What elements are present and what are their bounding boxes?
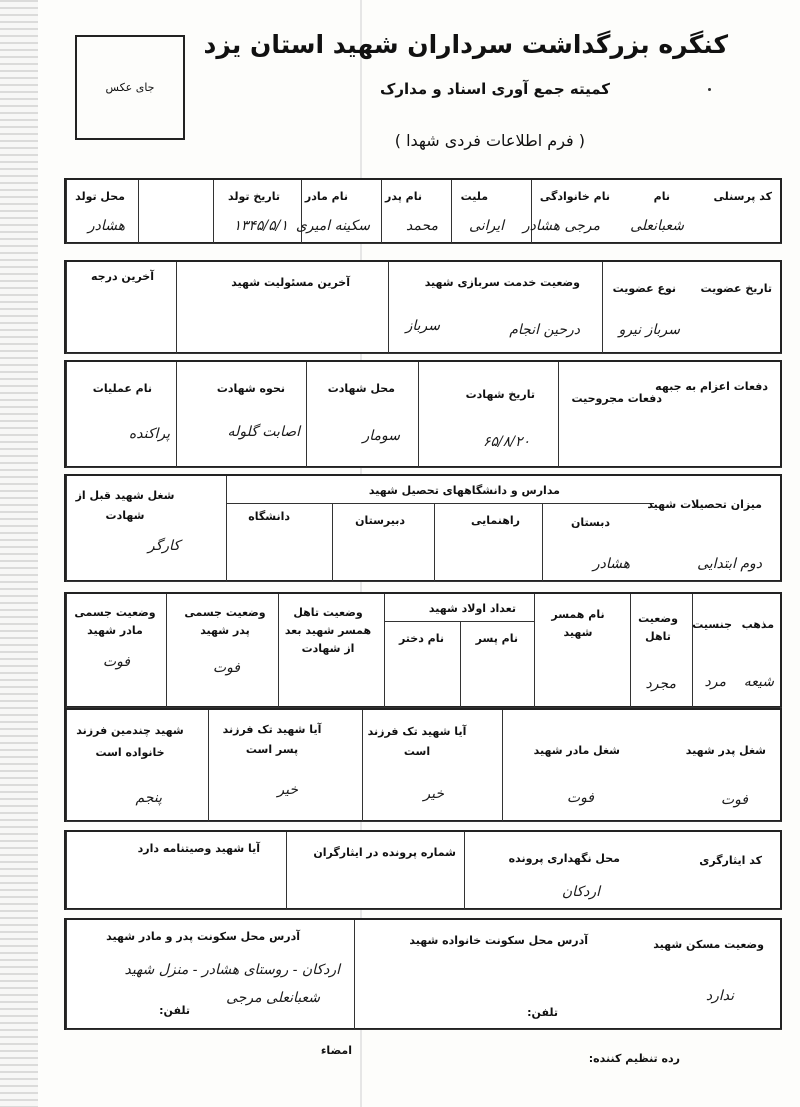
mother-health-label: وضعیت جسمی مادر شهید (74, 606, 156, 637)
housing-status-value: ندارد (705, 988, 734, 1004)
file-location-value: اردکان (561, 884, 600, 900)
membership-type-label: نوع عضویت (612, 282, 676, 295)
mother-job-label: شغل مادر شهید (533, 744, 620, 757)
mother-name-value: سکینه امیری (295, 218, 370, 234)
nationality-label: ملیت (460, 190, 488, 203)
birth-date-label: تاریخ تولد (228, 190, 280, 203)
only-son-label: آیا شهید تک فرزند پسر است (222, 723, 322, 756)
file-location-label: محل نگهداری پرونده (508, 852, 620, 865)
name-label: نام (653, 190, 670, 203)
personnel-code-label: کد پرسنلی (713, 190, 772, 203)
housing-status-label: وضعیت مسکن شهید (653, 938, 764, 951)
operation-name-value: پراکنده (128, 426, 170, 442)
binding-edge (0, 0, 38, 1107)
photo-box (75, 35, 185, 140)
nationality-value: ایرانی (469, 218, 504, 234)
birth-date-value: ۱۳۴۵/۵/۱ (233, 218, 288, 234)
father-job-label: شغل پدر شهید (685, 744, 766, 757)
mother-job-value: فوت (566, 790, 594, 806)
form-title: ( فرم اطلاعات فردی شهدا ) (394, 131, 585, 150)
committee-subtitle: کمیته جمع آوری اسناد و مدارک (380, 80, 610, 98)
education-level-label: میزان تحصیلات شهید (647, 498, 762, 511)
injuries-label: دفعات مجروحیت (571, 392, 662, 405)
high-school-label: دبیرستان (355, 514, 405, 527)
last-rank-label: آخرین درجه (91, 270, 154, 283)
family-name-value: مرجی هشادر (522, 218, 600, 234)
university-label: دانشگاه (248, 510, 290, 523)
martyrdom-place-label: محل شهادت (327, 382, 395, 395)
mother-name-label: نام مادر (304, 190, 348, 203)
last-responsibility-label: آخرین مسئولیت شهید (231, 276, 350, 289)
section-family-status (64, 592, 782, 708)
son-name-label: نام پسر (475, 632, 518, 645)
prior-job-value: کارگر (147, 538, 180, 554)
gender-value: مرد (704, 674, 726, 690)
last-responsibility-value: سرباز (405, 318, 440, 334)
martyrdom-date-label: تاریخ شهادت (465, 388, 535, 401)
primary-school-value: هشادر (592, 556, 630, 572)
name-value: شعبانعلی (630, 218, 684, 234)
father-health-label: وضعیت جسمی پدر شهید (184, 606, 266, 637)
primary-label: دبستان (571, 516, 610, 529)
family-address-label: آدرس محل سکونت خانواده شهید (409, 934, 588, 947)
parents-phone-label: تلفن: (159, 1004, 190, 1017)
spouse-name-label: نام همسر شهید (551, 608, 605, 639)
father-health-value: فوت (212, 660, 240, 676)
join-date-label: تاریخ عضویت (700, 282, 772, 295)
parents-address-line1: اردکان - روستای هشادر - منزل شهید (124, 962, 340, 978)
birth-place-value: هشادر (87, 218, 125, 234)
section-address (64, 918, 782, 1030)
section-personal (64, 178, 782, 244)
military-service-value: درحین انجام (509, 322, 580, 338)
photo-label: جای عکس (105, 81, 155, 94)
parents-address-label: آدرس محل سکونت پدر و مادر شهید (106, 930, 300, 943)
ink-speck (708, 88, 711, 91)
marital-label: وضعیت تاهل (638, 612, 678, 643)
spouse-marital-label: وضعیت تاهل همسر شهید بعد از شهادت (284, 606, 372, 655)
section-service (64, 260, 782, 354)
form-header-title: کنگره بزرگداشت سرداران شهید استان یزد (203, 30, 728, 59)
mother-health-value: فوت (102, 654, 130, 670)
religion-value: شیعه (743, 674, 774, 690)
preparer-label: رده تنظیم کننده: (588, 1052, 680, 1065)
birth-place-label: محل تولد (75, 190, 125, 203)
membership-type-value: سرباز نیرو (618, 322, 680, 338)
section-parents (64, 708, 782, 822)
martyrdom-date-value: ۶۵/۸/۲۰ (482, 434, 530, 450)
daughter-name-label: نام دختر (398, 632, 444, 645)
father-name-value: محمد (406, 218, 438, 234)
father-name-label: نام پدر (385, 190, 422, 203)
birth-order-value: پنجم (135, 790, 162, 806)
operation-name-label: نام عملیات (92, 382, 152, 395)
schools-label: مدارس و دانشگاههای تحصیل شهید (368, 484, 560, 497)
only-son-value: خیر (277, 782, 298, 798)
file-number-label: شماره پرونده در ایثارگران (313, 846, 456, 859)
children-count-label: تعداد اولاد شهید (428, 602, 516, 615)
signature-label: امضاء (320, 1044, 352, 1057)
section-file (64, 830, 782, 910)
only-child-value: خیر (423, 786, 444, 802)
deployments-label: دفعات اعزام به جبهه (655, 380, 768, 393)
family-name-label: نام خانوادگی (539, 190, 610, 203)
martyrdom-place-value: سومار (362, 428, 400, 444)
gender-label: جنسیت (692, 618, 732, 631)
will-label: آیا شهید وصیتنامه دارد (137, 842, 260, 855)
martyrdom-method-label: نحوه شهادت (216, 382, 285, 395)
isargari-code-label: کد ایثارگری (699, 854, 762, 867)
parents-address-line2: شعبانعلی مرجی (226, 990, 320, 1006)
section-martyrdom (64, 360, 782, 468)
prior-job-label: شغل شهید قبل از شهادت (75, 489, 175, 522)
birth-order-label: شهید چندمین فرزند خانواده است (76, 724, 184, 759)
martyrdom-method-value: اصابت گلوله (227, 424, 300, 440)
section-education (64, 474, 782, 582)
religion-label: مذهب (741, 618, 774, 631)
only-child-label: آیا شهید تک فرزند است (367, 725, 467, 758)
family-phone-label: تلفن: (527, 1006, 558, 1019)
education-level-value: دوم ابتدایی (697, 556, 762, 572)
father-job-value: فوت (720, 792, 748, 808)
marital-value: مجرد (645, 676, 676, 692)
military-service-label: وضعیت خدمت سربازی شهید (424, 276, 580, 289)
middle-school-label: راهنمایی (471, 514, 520, 527)
